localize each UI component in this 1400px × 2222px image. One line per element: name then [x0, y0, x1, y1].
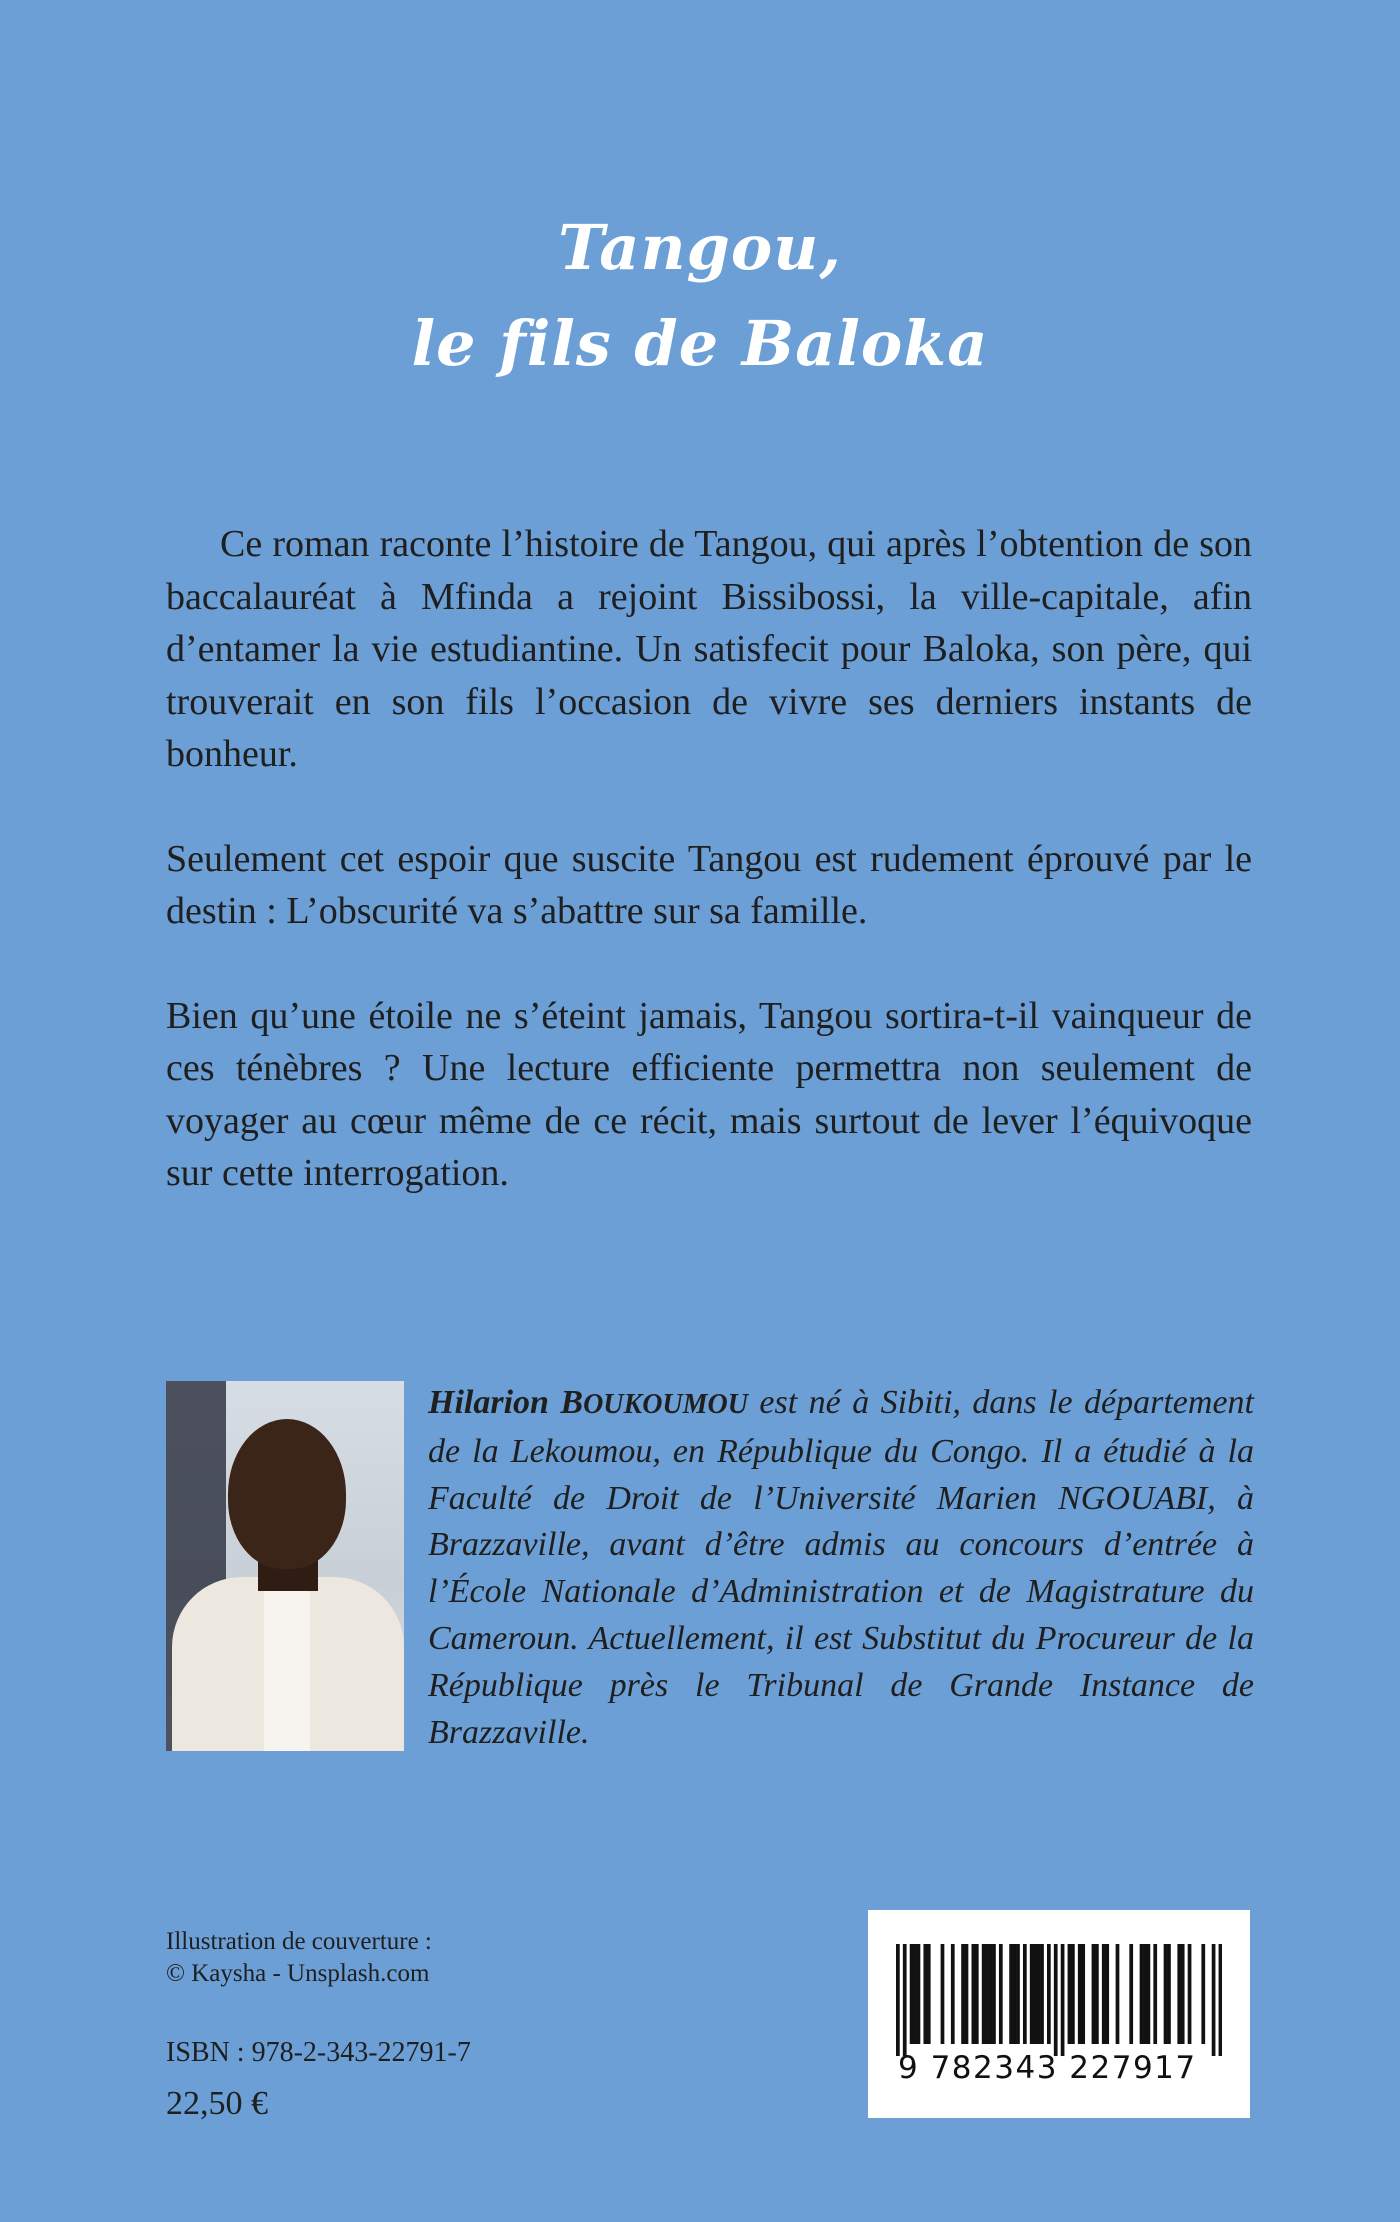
barcode-bar [1095, 1944, 1099, 2044]
barcode-bars [896, 1944, 1222, 2056]
barcode-bar [992, 1944, 996, 2044]
barcode-bar [961, 1944, 965, 2044]
barcode-bar [1129, 1944, 1133, 2044]
barcode-bar [965, 1944, 969, 2044]
barcode-bar [923, 1944, 927, 2044]
barcode-bar [1078, 1944, 1082, 2044]
barcode-bar [1147, 1944, 1151, 2044]
barcode-bar [1054, 1944, 1058, 2056]
author-name [428, 1384, 748, 1421]
summary-paragraph-3: Bien qu’une étoile ne s’éteint jamais, Tangou sortira-t-il vainqueur de ces ténèbres ? Une lecture efficiente permettra non seulement de voyager au cœur même de ce récit, mais surtout de lever l’équivoque sur cette interrogation. [166, 994, 1252, 1194]
barcode-bar [903, 1944, 907, 2056]
author-last-name-rest: OUKOUMOU [583, 1389, 748, 1420]
title-line-2: le fils de Baloka [411, 307, 989, 380]
barcode-bar [1092, 1944, 1096, 2044]
barcode-bar [1167, 1944, 1171, 2044]
title-line-1: Tangou, [558, 211, 842, 284]
barcode [868, 1910, 1250, 2118]
barcode-bar [1061, 1944, 1065, 2056]
barcode-bar [927, 1944, 931, 2044]
barcode-bar [985, 1944, 989, 2044]
summary-paragraph-1: Ce roman raconte l’histoire de Tangou, qui après l’obtention de son baccalauréat à Mfinda a rejoint Bissibossi, la ville-capitale, afin d’entamer la vie estudiantine. Un satisfecit pour Baloka, son père, qui trouverait en son fils l’occasion de vivre ses derniers instants de bonheur. [166, 523, 1252, 775]
barcode-bar [1068, 1944, 1072, 2044]
barcode-bar [1071, 1944, 1075, 2044]
barcode-bar [910, 1944, 914, 2044]
barcode-bar [1143, 1944, 1147, 2044]
barcode-bar [1040, 1944, 1044, 2044]
barcode-bar [989, 1944, 993, 2044]
barcode-bar [1033, 1944, 1037, 2044]
barcode-bar [896, 1944, 900, 2056]
barcode-digits: 9 782343 227917 [898, 2050, 1197, 2086]
author-last-name-initial: B [560, 1384, 584, 1421]
barcode-bar [1030, 1944, 1034, 2044]
barcode-bar [982, 1944, 986, 2044]
credits-line-2: © Kaysha - Unsplash.com [166, 1960, 430, 1987]
credits-line-1: Illustration de couverture : [166, 1928, 432, 1955]
barcode-bar [1116, 1944, 1120, 2044]
summary-paragraph-2: Seulement cet espoir que suscite Tangou est rudement éprouvé par le destin : L’obscurité va s’abattre sur sa famille. [166, 837, 1252, 932]
barcode-bar [1047, 1944, 1051, 2044]
barcode-bar [971, 1944, 975, 2044]
cover-credits [166, 1926, 432, 1990]
barcode-bar [1013, 1944, 1017, 2044]
book-price: 22,50 € [166, 2085, 268, 2122]
barcode-bar [999, 1944, 1003, 2044]
barcode-bar [1212, 1944, 1216, 2056]
barcode-bar [1153, 1944, 1157, 2044]
barcode-bar [975, 1944, 979, 2044]
barcode-bar [951, 1944, 955, 2044]
barcode-bar [1201, 1944, 1205, 2044]
barcode-bar [1009, 1944, 1013, 2044]
barcode-bar [1177, 1944, 1181, 2044]
barcode-bar [913, 1944, 917, 2044]
barcode-bar [1037, 1944, 1041, 2044]
barcode-bar [1164, 1944, 1168, 2044]
author-bio-text: est né à Sibiti, dans le département de la Lekoumou, en République du Congo. Il a étudié à la Faculté de Droit de l’Université Marien NGOUABI, à Brazzaville, avant d’être admis au concours d’entrée à l’École Nationale d’Administration et de Magistrature du Cameroun. Actuellement, il est Substitut du Procureur de la République près le Tribunal de Grande Instance de Brazzaville. [428, 1384, 1254, 1751]
barcode-bar [1181, 1944, 1185, 2044]
barcode-bar [1081, 1944, 1085, 2044]
barcode-bar [1102, 1944, 1106, 2044]
author-first-name: Hilarion [428, 1384, 549, 1421]
barcode-bar [917, 1944, 921, 2044]
author-photo [166, 1381, 404, 1751]
book-summary [166, 518, 1252, 1252]
barcode-bar [1016, 1944, 1020, 2044]
barcode-bar [1105, 1944, 1109, 2044]
barcode-bar [1219, 1944, 1222, 2056]
author-bio [428, 1380, 1254, 1756]
barcode-bar [1188, 1944, 1192, 2044]
book-title [0, 200, 1400, 392]
barcode-bar [1140, 1944, 1144, 2044]
isbn-number: ISBN : 978-2-343-22791-7 [166, 2037, 471, 2068]
barcode-bar [1023, 1944, 1027, 2044]
barcode-bar [941, 1944, 945, 2044]
